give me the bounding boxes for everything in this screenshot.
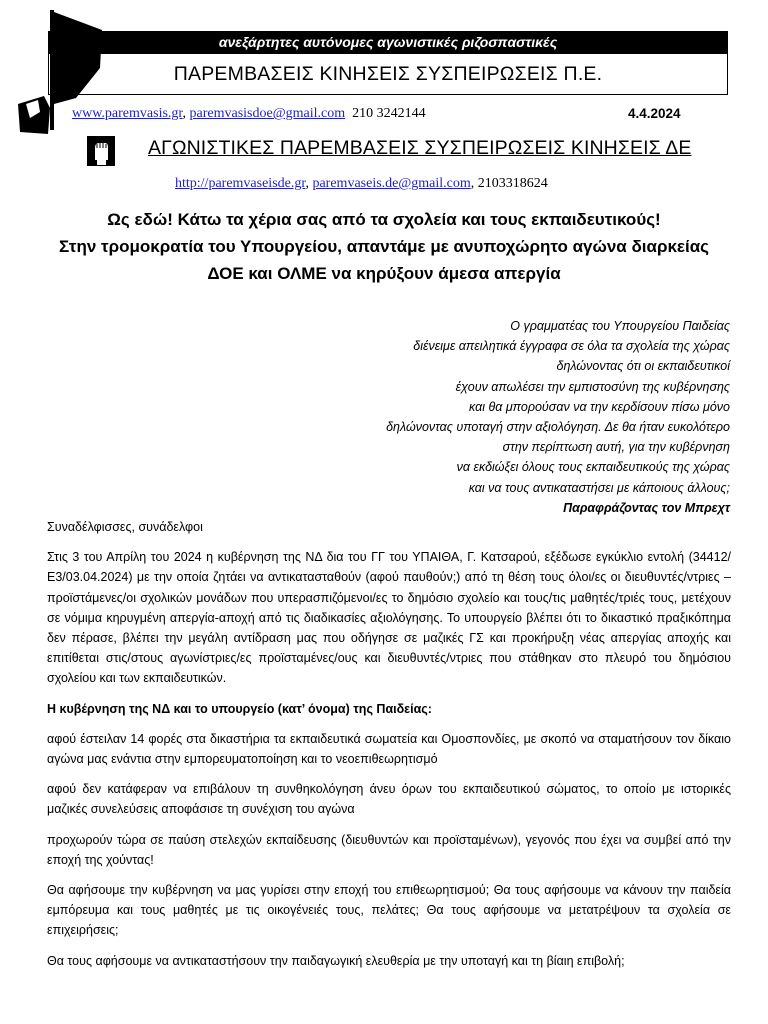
secondary-contact-line: http://paremvaseisde.gr, paremvaseis.de@gmail.com, 2103318624 [175, 176, 548, 191]
poem-quote [386, 316, 730, 518]
document-date: 4.4.2024 [628, 106, 681, 121]
poem-line: διένειμε απειλητικά έγγραφα σε όλα τα σχολεία της χώρας [413, 339, 730, 354]
paragraph-1: Στις 3 του Απρίλη του 2024 η κυβέρνηση της ΝΔ δια του ΓΓ του ΥΠΑΙΘΑ, Γ. Κατσαρού, εξέδωσε εγκύκλιο εντολή (34412/Ε3/03.04.2024) με την οποία ζητάει να αντικατασταθούν (αφού παυθούν;) από τη θέση τους όλοι/ες οι διευθυντές/ντριες –προϊστάμενες/οι σχολικών μονάδων που υπερασπιζόμενοι/ες το δημόσιο σχολείο και τους/τις μαθητές/τριές τους, μετέχουν σε νόμιμα κηρυγμένη απεργία-αποχή από τις διαδικασίες αξιολόγησης. Το υπουργείο βλέπει ότι το δικαστικό πραξικόπημα δεν πέρασε, βλέπει την μεγάλη αντίδραση μας που οδήγησε σε μαζικές ΓΣ και προκήρυξη νέας απεργίας αποχής και επιτίθεται στις/στους αγωνίστριες/ες προϊσταμένες/ους και διευθυντές/ντριες που στάθηκαν στο πλευρό του δημόσιου σχολείου και των εκπαιδευτικών. [47, 550, 731, 686]
paragraph-3: αφού δεν κατάφεραν να επιβάλουν τη συνθηκολόγηση άνευ όρων του εκπαιδευτικού σώματος, το οποίο με ιστορικές μαζικές συνελεύσεις αποφάσισε τη συνέχιση του αγώνα [47, 782, 731, 817]
subheading: Η κυβέρνηση της ΝΔ και το υπουργείο (κατ’ όνομα) της Παιδείας: [47, 701, 432, 716]
primary-email-link[interactable]: paremvasisdoe@gmail.com [189, 106, 346, 121]
headline-line-2: Στην τρομοκρατία του Υπουργείου, απαντάμε με ανυποχώρητο αγώνα διαρκείας [58, 237, 710, 256]
body-text [47, 517, 731, 981]
poem-line: να εκδιώξει όλους τους εκπαιδευτικούς της χώρας [456, 460, 730, 475]
primary-phone: 210 3242144 [352, 106, 426, 121]
secondary-website-link[interactable]: http://paremvaseisde.gr [175, 176, 306, 191]
poem-line: και θα μπορούσαν να την κερδίσουν πίσω μόνο [468, 399, 730, 414]
fist-logo-icon [87, 136, 115, 166]
paragraph-4: προχωρούν τώρα σε παύση στελεχών εκπαίδευσης (διευθυντών και προϊσταμένων), γεγονός που έχει να συμβεί από την εποχή της χούντας! [47, 832, 731, 867]
header-org-name: ΠΑΡΕΜΒΑΣΕΙΣ ΚΙΝΗΣΕΙΣ ΣΥΣΠΕΙΡΩΣΕΙΣ Π.Ε. [48, 53, 728, 95]
poem-line: στην περίπτωση αυτή, για την κυβέρνηση [502, 440, 730, 455]
headline-line-1: Ως εδώ! Κάτω τα χέρια σας από τα σχολεία και τους εκπαιδευτικούς! [107, 210, 661, 229]
poem-line: δηλώνοντας υποταγή στην αξιολόγηση. Δε θα ήταν ευκολότερο [386, 420, 730, 435]
poem-line: δηλώνοντας ότι οι εκπαιδευτικοί [556, 359, 730, 374]
poem-line: Ο γραμματέας του Υπουργείου Παιδείας [510, 319, 730, 333]
paragraph-5: Θα αφήσουμε την κυβέρνηση να μας γυρίσει στην εποχή του επιθεωρητισμού; Θα τους αφήσουμε να κάνουν την παιδεία εμπόρευμα και τους μαθητές με τις οικογένειές τους, πελάτες; Θα τους αφήσουμε να μετατρέψουν τα σχολεία σε επιχειρήσεις; [47, 883, 731, 938]
headline-line-3: ΔΟΕ και ΟΛΜΕ να κηρύξουν άμεσα απεργία [207, 264, 561, 283]
poem-credit: Παραφράζοντας τον Μπρεχτ [563, 500, 730, 515]
primary-website-link[interactable]: www.paremvasis.gr [72, 106, 183, 121]
headline [0, 206, 768, 287]
primary-contact-line: www.paremvasis.gr, paremvasisdoe@gmail.com 210 3242144 [72, 106, 426, 121]
greeting: Συναδέλφισσες, συνάδελφοι [47, 520, 203, 534]
header-tagline: ανεξάρτητες αυτόνομες αγωνιστικές ριζοσπαστικές [48, 31, 728, 53]
secondary-email-link[interactable]: paremvaseis.de@gmail.com [312, 176, 471, 191]
paragraph-2: αφού έστειλαν 14 φορές στα δικαστήρια τα εκπαιδευτικά σωματεία και Ομοσπονδίες, με σκοπό να σταματήσουν τον δίκαιο αγώνα μας ενάντια στην εμπορευματοποίηση και το νεοεπιθεωρητισμό [47, 731, 731, 767]
secondary-phone: 2103318624 [477, 176, 548, 191]
poem-line: και να τους αντικαταστήσει με κάποιους άλλους; [468, 480, 730, 495]
paragraph-6: Θα τους αφήσουμε να αντικαταστήσουν την παιδαγωγική ελευθερία με την υποταγή και τη βίαιη επιβολή; [47, 953, 625, 968]
poem-line: έχουν απωλέσει την εμπιστοσύνη της κυβέρνησης [455, 379, 730, 394]
secondary-org-name: ΑΓΩΝΙΣΤΙΚΕΣ ΠΑΡΕΜΒΑΣΕΙΣ ΣΥΣΠΕΙΡΩΣΕΙΣ ΚΙΝΗΣΕΙΣ ΔΕ [148, 137, 692, 159]
